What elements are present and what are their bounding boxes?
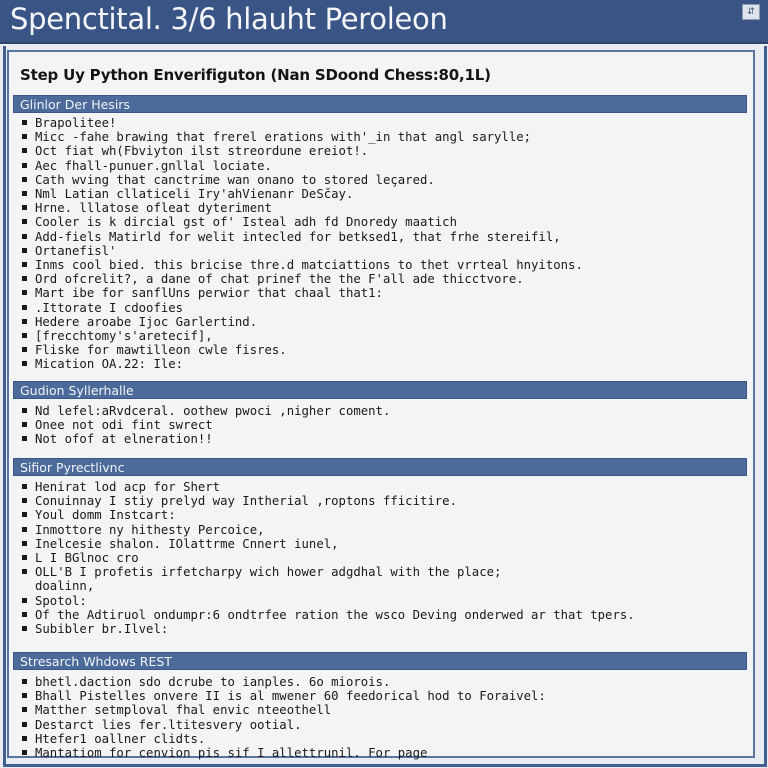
list-item: Ord ofcrelit?, a dane of chat prinef the the F'all ade thicctvore. <box>21 272 583 286</box>
list-item: Hrne. lllatose ofleat dyteriment <box>21 201 583 215</box>
bullet-icon <box>22 191 27 196</box>
bullet-icon <box>22 134 27 139</box>
section-header-1: Glinlor Der Hesirs <box>13 95 747 113</box>
bullet-icon <box>22 262 27 267</box>
list-item: Cooler is k dircial gst of' Isteal adh fd Dnoredy maatich <box>21 215 583 229</box>
bullet-icon <box>22 736 27 741</box>
bullet-icon <box>22 422 27 427</box>
bullet-icon <box>22 120 27 125</box>
list-item: Inelcesie shalon. IOlattrme Cnnert iunel, <box>21 537 635 551</box>
bullet-icon <box>22 612 27 617</box>
list-item: Mantatiom for cenvion pis sif I allettrunil. For page <box>21 746 546 760</box>
bullet-icon <box>22 361 27 366</box>
bullet-icon <box>22 148 27 153</box>
bullet-icon <box>22 347 27 352</box>
list-item: Hedere aroabe Ijoc Garlertind. <box>21 315 583 329</box>
list-item: bhetl.daction sdo dcrube to ianples. 6o miorois. <box>21 675 546 689</box>
list-item: Youl domm Instcart: <box>21 508 635 522</box>
bullet-icon <box>22 679 27 684</box>
list-item: Destarct lies fer.ltitesvery ootial. <box>21 718 546 732</box>
bullet-icon <box>22 408 27 413</box>
list-item-continuation: doalinn, <box>35 579 95 594</box>
bullet-icon <box>22 219 27 224</box>
list-item: Add-fiels Matirld for welit intecled for betksed1, that frhe stereifil, <box>21 230 583 244</box>
list-item: Inmottore ny hithesty Percoice, <box>21 523 635 537</box>
list-item: Nml Latian cllaticeli Iry'ahVienanr DeSčay. <box>21 187 583 201</box>
list-item: Inms cool bied. this bricise thre.d matciattions to thet vrrteal hnyitons. <box>21 258 583 272</box>
list-item: Fliske for mawtilleon cwle fisres. <box>21 343 583 357</box>
list-item: Conuinnay I stiy prelyd way Intherial ,roptons fficitire. <box>21 494 635 508</box>
bullet-icon <box>22 722 27 727</box>
list-item: Of the Adtiruol ondumpr:6 ondtrfee ration the wsco Deving onderwed ar that tpers. <box>21 608 635 622</box>
window-title: Spenctital. 3/6 hlauht Peroleon <box>10 2 448 36</box>
section-header-2: Gudion Syllerhalle <box>13 381 747 399</box>
list-item: Subibler br.Ilvel: <box>21 622 635 636</box>
list-item: OLL'B I profetis irfetcharpy wich hower adgdhal with the place; <box>21 565 635 579</box>
bullet-icon <box>22 527 27 532</box>
section-header-4: Stresarch Whdows REST <box>13 652 747 670</box>
list-item: Mication OA.22: Ile: <box>21 357 583 371</box>
bullet-icon <box>22 598 27 603</box>
restore-icon[interactable]: ⇵ <box>742 4 760 20</box>
window-titlebar <box>0 0 768 44</box>
list-item: Cath wving that canctrime wan onano to stored leçared. <box>21 173 583 187</box>
section-header-3: Sifior Pyrectlivnc <box>13 458 747 476</box>
document-heading: Step Uy Python Enverifiguton (Nan SDoond Chess:80,1L) <box>20 66 491 84</box>
section-list-2 <box>21 404 390 447</box>
list-item: Nd lefel:aRvdceral. oothew pwoci ,nigher coment. <box>21 404 390 418</box>
section-list-1 <box>21 116 583 372</box>
bullet-icon <box>22 707 27 712</box>
list-item: .Ittorate I cdoofies <box>21 301 583 315</box>
list-item: Aec fhall-punuer.gnllal lociate. <box>21 159 583 173</box>
section-list-4 <box>21 675 546 760</box>
bullet-icon <box>22 333 27 338</box>
bullet-icon <box>22 163 27 168</box>
bullet-icon <box>22 512 27 517</box>
list-item: Brapolitee! <box>21 116 583 130</box>
list-item: Htefer1 oallner clidts. <box>21 732 546 746</box>
list-item: Oct fiat wh(Fbviyton ilst streordune ereiot!. <box>21 144 583 158</box>
bullet-icon <box>22 484 27 489</box>
list-item: Not ofof at elneration!! <box>21 432 390 446</box>
bullet-icon <box>22 693 27 698</box>
list-item: Ortanefisl' <box>21 244 583 258</box>
bullet-icon <box>22 626 27 631</box>
list-item: L I BGlnoc cro <box>21 551 635 565</box>
list-item: Bhall Pistelles onvere II is al mwener 60 feedorical hod to Foraivel: <box>21 689 546 703</box>
list-item: Spotol: <box>21 594 635 608</box>
list-item: Matther setmploval fhal envic nteeothell <box>21 703 546 717</box>
bullet-icon <box>22 750 27 755</box>
bullet-icon <box>22 234 27 239</box>
bullet-icon <box>22 555 27 560</box>
list-item: Mart ibe for sanflUns perwior that chaal that1: <box>21 286 583 300</box>
bullet-icon <box>22 290 27 295</box>
bullet-icon <box>22 205 27 210</box>
list-item: Henirat lod acp for Shert <box>21 480 635 494</box>
bullet-icon <box>22 498 27 503</box>
bullet-icon <box>22 319 27 324</box>
bullet-icon <box>22 569 27 574</box>
bullet-icon <box>22 305 27 310</box>
bullet-icon <box>22 436 27 441</box>
section-list-3 <box>21 480 635 636</box>
bullet-icon <box>22 248 27 253</box>
bullet-icon <box>22 541 27 546</box>
list-item: Onee not odi fint swrect <box>21 418 390 432</box>
bullet-icon <box>22 276 27 281</box>
list-item: [frecchtomy's'aretecif], <box>21 329 583 343</box>
bullet-icon <box>22 177 27 182</box>
list-item: Micc -fahe brawing that frerel erations with'_in that angl sarylle; <box>21 130 583 144</box>
document-panel <box>7 50 755 761</box>
